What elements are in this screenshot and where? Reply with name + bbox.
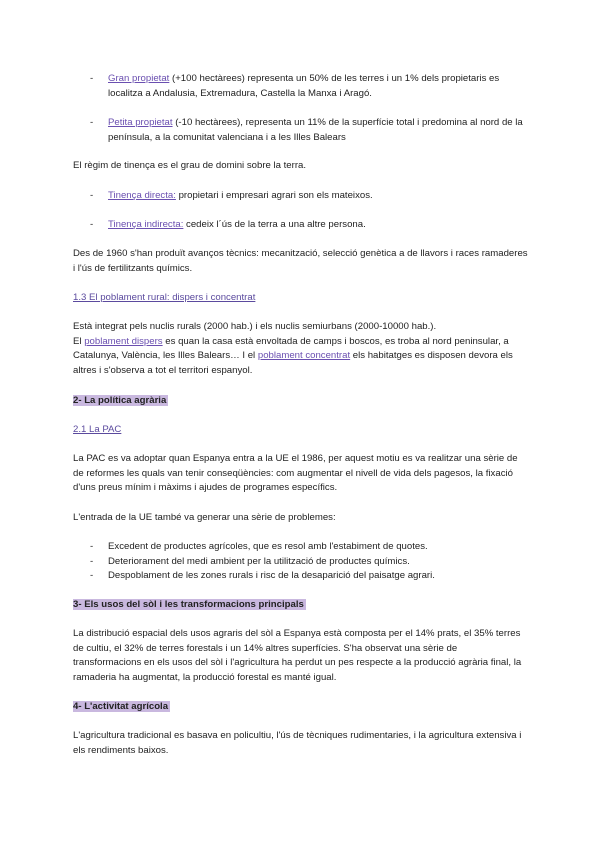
bullet-dash: - [90, 541, 94, 552]
list-item [90, 116, 530, 145]
section-title [73, 423, 528, 438]
paragraph: La distribució espacial dels usos agraris del sòl a Espanya està composta per el 14% prats, el 35% terres de cultiu, el 32% de terres forestals i un 14% altres superfícies. S'ha observat una sèrie de transformacions en els usos del sòl i l'agricultura ha perdut un pes respecte a la producció agrària final, la ramaderia ha augmentat, la producció forestal es manté igual. [73, 628, 522, 683]
section-heading-text: 3- Els usos del sòl i les transformacions principals [73, 599, 304, 610]
list-item [90, 72, 530, 101]
section-heading [73, 700, 528, 715]
subsection-link[interactable]: 1.3 El poblament rural: dispers i concentrat [73, 292, 256, 303]
list-item-text: cedeix l´ús de la terra a una altre persona. [183, 219, 366, 230]
list-item-text: Excedent de productes agrícoles, que es resol amb l'estabiment de quotes. [108, 541, 428, 552]
section-heading-text: 4- L'activitat agrícola [73, 701, 169, 712]
paragraph: La PAC es va adoptar quan Espanya entra a la UE el 1986, per aquest motiu es va realitzar una sèrie de de reformes les quals van tenir conseqüències: com augmentar el nivell de vida dels pagesos, la fixació d'uns preus mínim i màxims i ajudes de programes específics. [73, 453, 518, 493]
paragraph: Des de 1960 s'han produït avanços tècnics: mecanització, selecció genètica a de llavors i races ramaderes i l'ús de fertilitzants químics. [73, 248, 528, 274]
list-item-text: Despoblament de les zones rurals i risc de la desaparició del paisatge agrari. [108, 570, 435, 581]
section-title [73, 291, 528, 306]
list-item-text: propietari i empresari agrari son els mateixos. [175, 190, 373, 201]
term-link[interactable]: Tinença indirecta: [108, 219, 184, 230]
bullet-dash: - [90, 190, 94, 201]
list-item-text: (-10 hectàrees), representa un 11% de la superfície total i predomina al nord de la península, a la comunitat valenciana i a les Illes Balears [108, 117, 523, 143]
bullet-dash: - [90, 219, 94, 230]
bullet-dash: - [90, 556, 94, 567]
bullet-dash: - [90, 570, 94, 581]
paragraph-text: Està integrat pels nuclis rurals (2000 hab.) i els nuclis semiurbans (2000-10000 hab.). [73, 321, 437, 332]
list-item-text: (+100 hectàrees) representa un 50% de les terres i un 1% dels propietaris es localitza a Andalusia, Extremadura, Castella la Manxa i Aragó. [108, 73, 500, 99]
paragraph: L'agricultura tradicional es basava en policultiu, l'ús de tècniques rudimentaries, i la agricultura extensiva i els rendiments baixos. [73, 730, 522, 756]
paragraph: El règim de tinença es el grau de domini sobre la terra. [73, 160, 307, 171]
term-link[interactable]: poblament concentrat [257, 350, 351, 361]
list-item [90, 569, 530, 584]
list-item [90, 189, 530, 204]
section-heading-text: 2- La política agrària [73, 395, 167, 406]
section-heading [73, 394, 528, 409]
term-link[interactable]: poblament dispers [84, 335, 163, 347]
list-item-text: Deteriorament del medi ambient per la utilització de productes químics. [108, 556, 410, 567]
paragraph [73, 320, 528, 378]
term-link[interactable]: Gran propietat [108, 73, 170, 84]
paragraph-text: El [73, 335, 85, 347]
paragraph: L'entrada de la UE també va generar una sèrie de problemes: [73, 512, 336, 523]
list-item [90, 218, 530, 233]
bullet-dash: - [90, 73, 94, 84]
list-item [90, 555, 530, 570]
section-heading [73, 598, 528, 613]
term-link[interactable]: Petita propietat [108, 117, 173, 128]
bullet-dash: - [90, 117, 94, 128]
list-item [90, 540, 530, 555]
paragraph-text: es quan la casa està envoltada de camps i boscos, es troba al nord peninsular, a Catalunya, València, les Illes Balears… I el [73, 335, 509, 361]
subsection-link[interactable]: 2.1 La PAC [73, 424, 122, 435]
term-link[interactable]: Tinença directa: [108, 190, 176, 201]
paragraph-text: els habitatges es disposen devora els altres i s'observa a tot el territori espanyol. [73, 350, 513, 376]
